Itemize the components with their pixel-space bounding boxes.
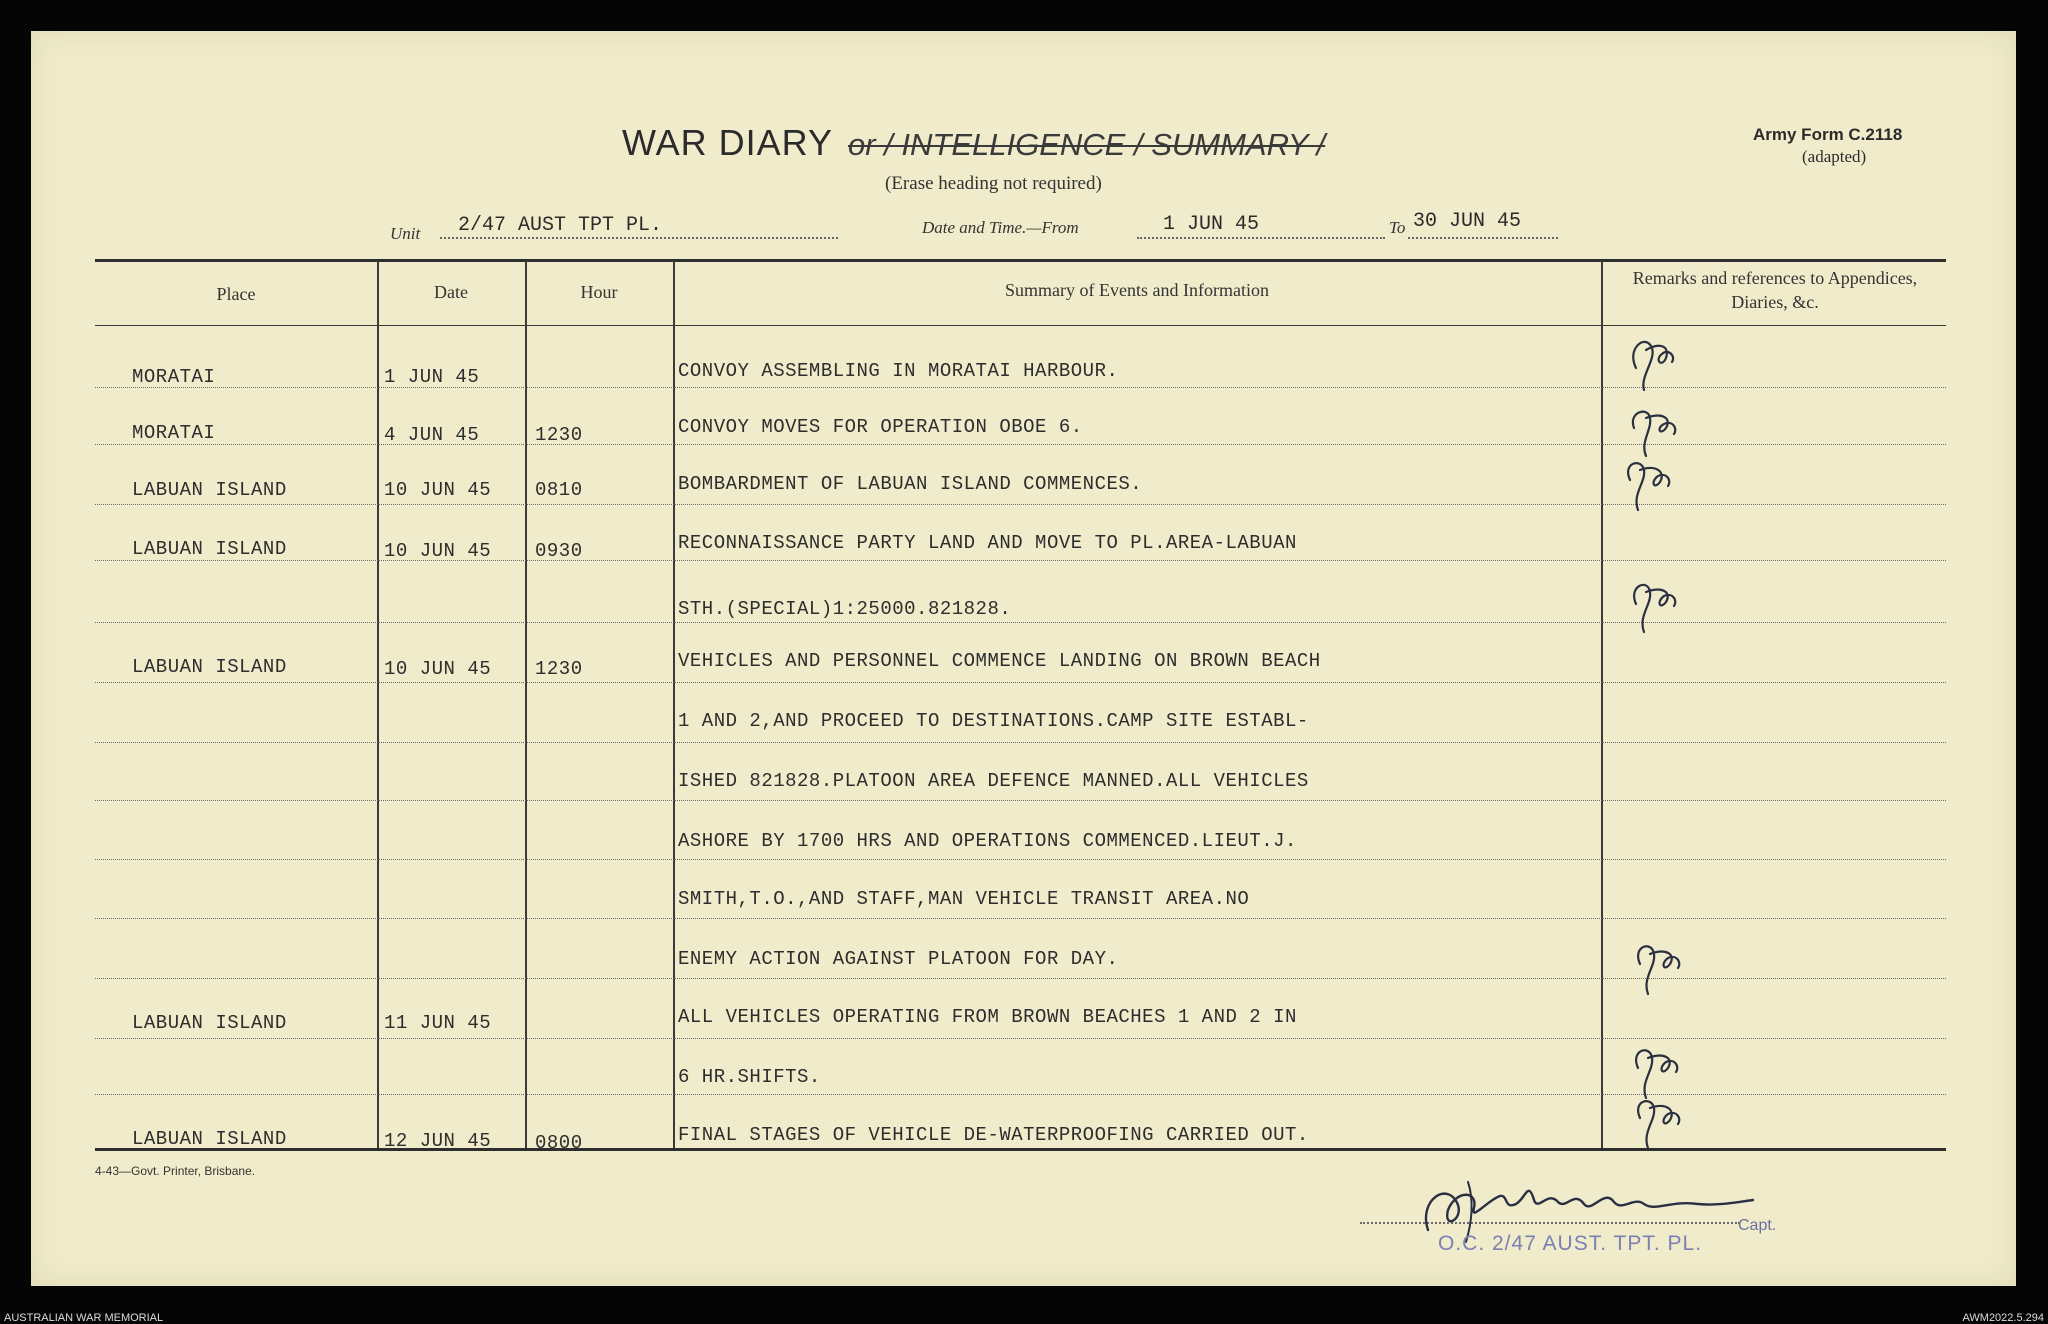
column-header-summary: Summary of Events and Information xyxy=(1005,280,1269,300)
unit-dotted-line xyxy=(440,237,838,239)
summary-cell: VEHICLES AND PERSONNEL COMMENCE LANDING ON BROWN BEACH xyxy=(678,650,1321,672)
date-to-line xyxy=(1408,237,1558,239)
archive-credit: AUSTRALIAN WAR MEMORIAL xyxy=(4,1312,164,1324)
summary-cell: SMITH,T.O.,AND STAFF,MAN VEHICLE TRANSIT AREA.NO xyxy=(678,888,1250,910)
date-to-value: 30 JUN 45 xyxy=(1413,210,1522,233)
summary-cell: CONVOY ASSEMBLING IN MORATAI HARBOUR. xyxy=(678,360,1119,382)
summary-cell: ISHED 821828.PLATOON AREA DEFENCE MANNED.ALL VEHICLES xyxy=(678,770,1309,792)
unit-label: Unit xyxy=(390,224,421,243)
hour-cell: 0810 xyxy=(535,479,583,501)
summary-cell: 6 HR.SHIFTS. xyxy=(678,1066,821,1088)
date-cell: 10 JUN 45 xyxy=(384,540,492,562)
hour-cell: 1230 xyxy=(535,658,583,680)
column-divider xyxy=(525,260,527,1148)
row-rule xyxy=(95,918,1946,919)
handwritten-initials xyxy=(1610,452,1680,520)
column-header-place: Place xyxy=(216,284,256,304)
summary-cell: RECONNAISSANCE PARTY LAND AND MOVE TO PL.AREA-LABUAN xyxy=(678,532,1297,554)
place-cell: MORATAI xyxy=(132,366,216,388)
column-divider xyxy=(673,260,675,1148)
row-rule xyxy=(95,742,1946,743)
hour-cell: 1230 xyxy=(535,424,583,446)
row-rule xyxy=(95,560,1946,561)
archive-reference: AWM2022.5.294 xyxy=(1962,1312,2044,1324)
erase-note: (Erase heading not required) xyxy=(885,173,1102,194)
place-cell: LABUAN ISLAND xyxy=(132,538,287,560)
row-rule xyxy=(95,859,1946,860)
date-range-label: Date and Time.—From xyxy=(922,218,1079,237)
column-header-date: Date xyxy=(434,282,468,302)
rank-label: Capt. xyxy=(1738,1217,1777,1234)
date-cell: 12 JUN 45 xyxy=(384,1130,492,1152)
hour-cell: 0930 xyxy=(535,540,583,562)
date-cell: 1 JUN 45 xyxy=(384,366,480,388)
form-number: Army Form C.2118 xyxy=(1753,125,1903,144)
summary-cell: ENEMY ACTION AGAINST PLATOON FOR DAY. xyxy=(678,948,1119,970)
unit-stamp: O.C. 2/47 AUST. TPT. PL. xyxy=(1438,1232,1703,1255)
summary-cell: ALL VEHICLES OPERATING FROM BROWN BEACHES 1 AND 2 IN xyxy=(678,1006,1297,1028)
hour-cell: 0800 xyxy=(535,1132,583,1154)
column-header-remarks: Remarks and references to Appendices, Diaries, &c. xyxy=(1632,268,1918,312)
date-to-label: To xyxy=(1389,218,1406,237)
summary-cell: FINAL STAGES OF VEHICLE DE-WATERPROOFING CARRIED OUT. xyxy=(678,1124,1309,1146)
row-rule xyxy=(95,800,1946,801)
date-cell: 11 JUN 45 xyxy=(384,1012,492,1034)
place-cell: MORATAI xyxy=(132,422,216,444)
place-cell: LABUAN ISLAND xyxy=(132,656,287,678)
page-title: WAR DIARY xyxy=(622,122,834,163)
column-divider xyxy=(377,260,379,1148)
printer-note: 4-43—Govt. Printer, Brisbane. xyxy=(95,1164,256,1178)
place-cell: LABUAN ISLAND xyxy=(132,1128,287,1150)
row-rule xyxy=(95,682,1946,683)
table-top-rule xyxy=(95,259,1946,262)
date-from-value: 1 JUN 45 xyxy=(1163,213,1260,236)
date-from-line xyxy=(1137,237,1385,239)
column-divider xyxy=(1601,260,1603,1148)
date-cell: 10 JUN 45 xyxy=(384,658,492,680)
form-adapted: (adapted) xyxy=(1802,147,1867,166)
place-cell: LABUAN ISLAND xyxy=(132,479,287,501)
column-header-hour: Hour xyxy=(580,282,618,302)
summary-cell: CONVOY MOVES FOR OPERATION OBOE 6. xyxy=(678,416,1083,438)
struck-title: or / INTELLIGENCE / SUMMARY / xyxy=(848,127,1326,162)
summary-cell: ASHORE BY 1700 HRS AND OPERATIONS COMMENCED.LIEUT.J. xyxy=(678,830,1297,852)
place-cell: LABUAN ISLAND xyxy=(132,1012,287,1034)
date-cell: 10 JUN 45 xyxy=(384,479,492,501)
unit-value: 2/47 AUST TPT PL. xyxy=(458,214,663,237)
date-cell: 4 JUN 45 xyxy=(384,424,480,446)
table-header-rule xyxy=(95,325,1946,326)
handwritten-initials xyxy=(1620,934,1690,1002)
summary-cell: BOMBARDMENT OF LABUAN ISLAND COMMENCES. xyxy=(678,473,1143,495)
handwritten-initials xyxy=(1620,1090,1690,1158)
handwritten-initials xyxy=(1616,572,1686,640)
summary-cell: 1 AND 2,AND PROCEED TO DESTINATIONS.CAMP SITE ESTABL- xyxy=(678,710,1309,732)
handwritten-initials xyxy=(1616,328,1686,396)
summary-cell: STH.(SPECIAL)1:25000.821828. xyxy=(678,598,1012,620)
